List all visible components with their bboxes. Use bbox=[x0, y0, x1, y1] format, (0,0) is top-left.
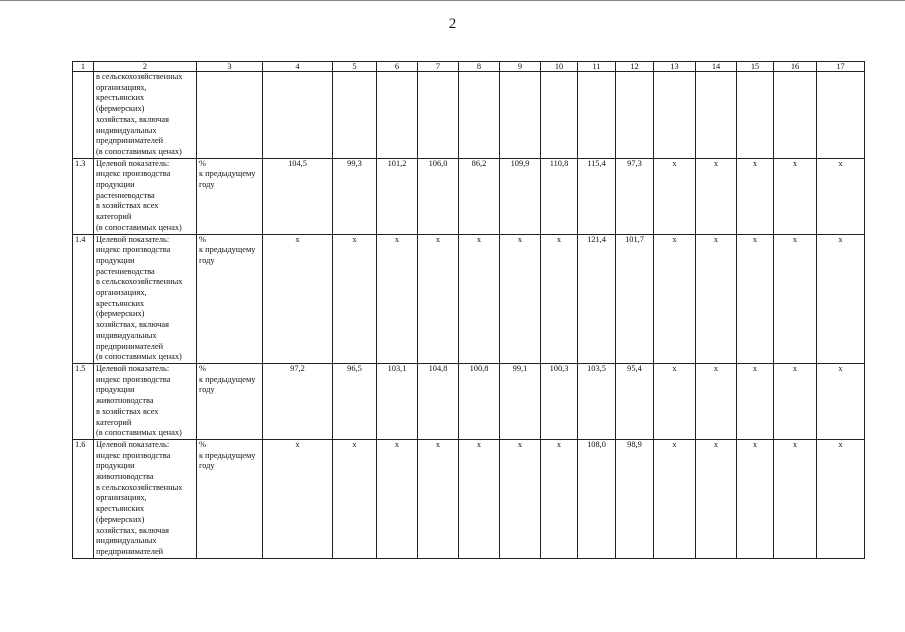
header-cell: 7 bbox=[418, 62, 459, 72]
header-cell: 12 bbox=[616, 62, 654, 72]
indicator-name-line: (в сопоставимых ценах) bbox=[96, 352, 182, 362]
value-cell: x bbox=[696, 363, 737, 439]
top-rule bbox=[0, 0, 905, 1]
value-cell bbox=[333, 72, 377, 159]
header-cell: 8 bbox=[459, 62, 500, 72]
indicator-name-line: (фермерских) bbox=[96, 104, 145, 114]
indicator-name-line: предпринимателей bbox=[96, 546, 164, 556]
value-cell bbox=[263, 72, 333, 159]
value-cell: x bbox=[774, 158, 817, 234]
unit-line: году bbox=[199, 180, 215, 190]
header-row bbox=[73, 62, 865, 72]
indicator-name-line: Целевой показатель: bbox=[96, 363, 170, 373]
indicator-name-line: Целевой показатель: bbox=[96, 158, 170, 168]
header-cell: 11 bbox=[578, 62, 616, 72]
unit-cell bbox=[197, 234, 263, 363]
value-cell bbox=[459, 72, 500, 159]
value-cell: x bbox=[817, 363, 865, 439]
value-cell: x bbox=[696, 439, 737, 558]
header-cell: 15 bbox=[737, 62, 774, 72]
value-cell: 99,1 bbox=[500, 363, 541, 439]
value-cell bbox=[817, 72, 865, 159]
value-cell: x bbox=[333, 439, 377, 558]
indicator-name-line: индекс производства bbox=[96, 245, 171, 255]
indicator-name-line: растениеводства bbox=[96, 266, 155, 276]
unit-line: % bbox=[199, 439, 206, 449]
unit-line: к предыдущему bbox=[199, 450, 256, 460]
value-cell: 97,3 bbox=[616, 158, 654, 234]
indicator-name-line: (фермерских) bbox=[96, 514, 145, 524]
unit-line: году bbox=[199, 461, 215, 471]
indicator-name-line: (в сопоставимых ценах) bbox=[96, 222, 182, 232]
value-cell: x bbox=[654, 234, 696, 363]
indicator-name-cell bbox=[94, 72, 197, 159]
unit-line: к предыдущему bbox=[199, 245, 256, 255]
indicator-name-line: хозяйствах, включая bbox=[96, 320, 169, 330]
value-cell: x bbox=[817, 439, 865, 558]
value-cell: x bbox=[500, 234, 541, 363]
value-cell: 109,9 bbox=[500, 158, 541, 234]
indicator-name-line: (в сопоставимых ценах) bbox=[96, 146, 182, 156]
value-cell: x bbox=[737, 439, 774, 558]
value-cell: 104,5 bbox=[263, 158, 333, 234]
value-cell: x bbox=[696, 234, 737, 363]
value-cell: x bbox=[377, 234, 418, 363]
value-cell: 103,1 bbox=[377, 363, 418, 439]
value-cell: x bbox=[696, 158, 737, 234]
unit-line: году bbox=[199, 255, 215, 265]
indicator-name-line: продукции bbox=[96, 180, 135, 190]
indicator-name-line: организациях, bbox=[96, 82, 147, 92]
row-number-cell: 1.6 bbox=[73, 439, 94, 558]
value-cell bbox=[774, 72, 817, 159]
indicators-table bbox=[72, 61, 865, 559]
value-cell: x bbox=[737, 158, 774, 234]
indicator-name-line: продукции bbox=[96, 385, 135, 395]
table-row bbox=[73, 363, 865, 439]
row-number-cell: 1.4 bbox=[73, 234, 94, 363]
value-cell: 101,7 bbox=[616, 234, 654, 363]
value-cell: x bbox=[263, 234, 333, 363]
indicator-name-cell bbox=[94, 234, 197, 363]
value-cell: x bbox=[654, 439, 696, 558]
value-cell: x bbox=[774, 439, 817, 558]
unit-cell bbox=[197, 72, 263, 159]
header-cell: 6 bbox=[377, 62, 418, 72]
value-cell: 121,4 bbox=[578, 234, 616, 363]
indicator-name-line: индекс производства bbox=[96, 450, 171, 460]
unit-line: к предыдущему bbox=[199, 169, 256, 179]
row-number-cell: 1.3 bbox=[73, 158, 94, 234]
table-row bbox=[73, 439, 865, 558]
indicator-name-line: индивидуальных bbox=[96, 330, 157, 340]
row-number-cell bbox=[73, 72, 94, 159]
table-body bbox=[73, 62, 865, 559]
page-number: 2 bbox=[448, 16, 457, 32]
value-cell: 101,2 bbox=[377, 158, 418, 234]
unit-cell bbox=[197, 363, 263, 439]
indicator-name-line: (фермерских) bbox=[96, 309, 145, 319]
indicator-name-cell bbox=[94, 158, 197, 234]
value-cell: x bbox=[737, 234, 774, 363]
value-cell bbox=[696, 72, 737, 159]
value-cell: x bbox=[500, 439, 541, 558]
value-cell: x bbox=[263, 439, 333, 558]
value-cell: 108,0 bbox=[578, 439, 616, 558]
header-cell: 16 bbox=[774, 62, 817, 72]
indicator-name-line: крестьянских bbox=[96, 504, 145, 514]
indicator-name-line: индекс производства bbox=[96, 169, 171, 179]
value-cell: x bbox=[418, 439, 459, 558]
table-row bbox=[73, 72, 865, 159]
header-cell: 17 bbox=[817, 62, 865, 72]
header-cell: 9 bbox=[500, 62, 541, 72]
value-cell: x bbox=[737, 363, 774, 439]
value-cell: 104,8 bbox=[418, 363, 459, 439]
value-cell: 103,5 bbox=[578, 363, 616, 439]
header-cell: 3 bbox=[197, 62, 263, 72]
value-cell: 98,9 bbox=[616, 439, 654, 558]
value-cell: x bbox=[377, 439, 418, 558]
indicator-name-line: индекс производства bbox=[96, 374, 171, 384]
indicator-name-line: категорий bbox=[96, 417, 132, 427]
value-cell: 106,0 bbox=[418, 158, 459, 234]
value-cell: 115,4 bbox=[578, 158, 616, 234]
value-cell: x bbox=[541, 234, 578, 363]
value-cell bbox=[737, 72, 774, 159]
indicator-name-line: Целевой показатель: bbox=[96, 439, 170, 449]
value-cell bbox=[377, 72, 418, 159]
value-cell bbox=[578, 72, 616, 159]
value-cell: x bbox=[459, 234, 500, 363]
value-cell bbox=[654, 72, 696, 159]
indicator-name-line: Целевой показатель: bbox=[96, 234, 170, 244]
unit-line: к предыдущему bbox=[199, 374, 256, 384]
value-cell bbox=[616, 72, 654, 159]
unit-line: % bbox=[199, 234, 206, 244]
indicator-name-line: в сельскохозяйственных bbox=[96, 482, 183, 492]
value-cell: 97,2 bbox=[263, 363, 333, 439]
unit-line: % bbox=[199, 158, 206, 168]
unit-line: % bbox=[199, 363, 206, 373]
table-row bbox=[73, 234, 865, 363]
value-cell: x bbox=[654, 363, 696, 439]
indicator-name-cell bbox=[94, 363, 197, 439]
value-cell: x bbox=[774, 234, 817, 363]
header-cell: 5 bbox=[333, 62, 377, 72]
indicator-name-line: категорий bbox=[96, 212, 132, 222]
value-cell: 100,3 bbox=[541, 363, 578, 439]
indicator-name-line: организациях, bbox=[96, 493, 147, 503]
indicator-name-line: животноводства bbox=[96, 396, 154, 406]
unit-line: году bbox=[199, 385, 215, 395]
value-cell: 100,8 bbox=[459, 363, 500, 439]
indicator-name-line: крестьянских bbox=[96, 93, 145, 103]
value-cell: 96,5 bbox=[333, 363, 377, 439]
value-cell: x bbox=[654, 158, 696, 234]
indicator-name-line: организациях, bbox=[96, 288, 147, 298]
indicator-name-line: в сельскохозяйственных bbox=[96, 277, 183, 287]
value-cell bbox=[418, 72, 459, 159]
indicator-name-line: в хозяйствах всех bbox=[96, 201, 159, 211]
header-cell: 10 bbox=[541, 62, 578, 72]
indicator-name-line: растениеводства bbox=[96, 190, 155, 200]
table-row bbox=[73, 158, 865, 234]
unit-cell bbox=[197, 439, 263, 558]
indicator-name-line: продукции bbox=[96, 255, 135, 265]
value-cell: 95,4 bbox=[616, 363, 654, 439]
header-cell: 13 bbox=[654, 62, 696, 72]
indicator-name-line: животноводства bbox=[96, 472, 154, 482]
header-cell: 2 bbox=[94, 62, 197, 72]
indicator-name-line: в хозяйствах всех bbox=[96, 406, 159, 416]
indicator-name-line: предпринимателей bbox=[96, 341, 164, 351]
value-cell: x bbox=[333, 234, 377, 363]
indicator-name-line: индивидуальных bbox=[96, 536, 157, 546]
indicator-name-line: хозяйствах, включая bbox=[96, 525, 169, 535]
header-cell: 1 bbox=[73, 62, 94, 72]
value-cell: x bbox=[817, 158, 865, 234]
value-cell: 99,3 bbox=[333, 158, 377, 234]
header-cell: 4 bbox=[263, 62, 333, 72]
indicator-name-line: хозяйствах, включая bbox=[96, 114, 169, 124]
indicator-name-line: (в сопоставимых ценах) bbox=[96, 428, 182, 438]
header-cell: 14 bbox=[696, 62, 737, 72]
unit-cell bbox=[197, 158, 263, 234]
value-cell: 110,8 bbox=[541, 158, 578, 234]
indicator-name-line: продукции bbox=[96, 461, 135, 471]
value-cell: x bbox=[541, 439, 578, 558]
value-cell: 86,2 bbox=[459, 158, 500, 234]
value-cell: x bbox=[817, 234, 865, 363]
row-number-cell: 1.5 bbox=[73, 363, 94, 439]
value-cell: x bbox=[774, 363, 817, 439]
indicator-name-line: в сельскохозяйственных bbox=[96, 72, 183, 81]
indicator-name-line: крестьянских bbox=[96, 298, 145, 308]
value-cell: x bbox=[418, 234, 459, 363]
indicator-name-line: предпринимателей bbox=[96, 136, 164, 146]
value-cell bbox=[500, 72, 541, 159]
value-cell bbox=[541, 72, 578, 159]
indicator-name-line: индивидуальных bbox=[96, 125, 157, 135]
value-cell: x bbox=[459, 439, 500, 558]
indicator-name-cell bbox=[94, 439, 197, 558]
